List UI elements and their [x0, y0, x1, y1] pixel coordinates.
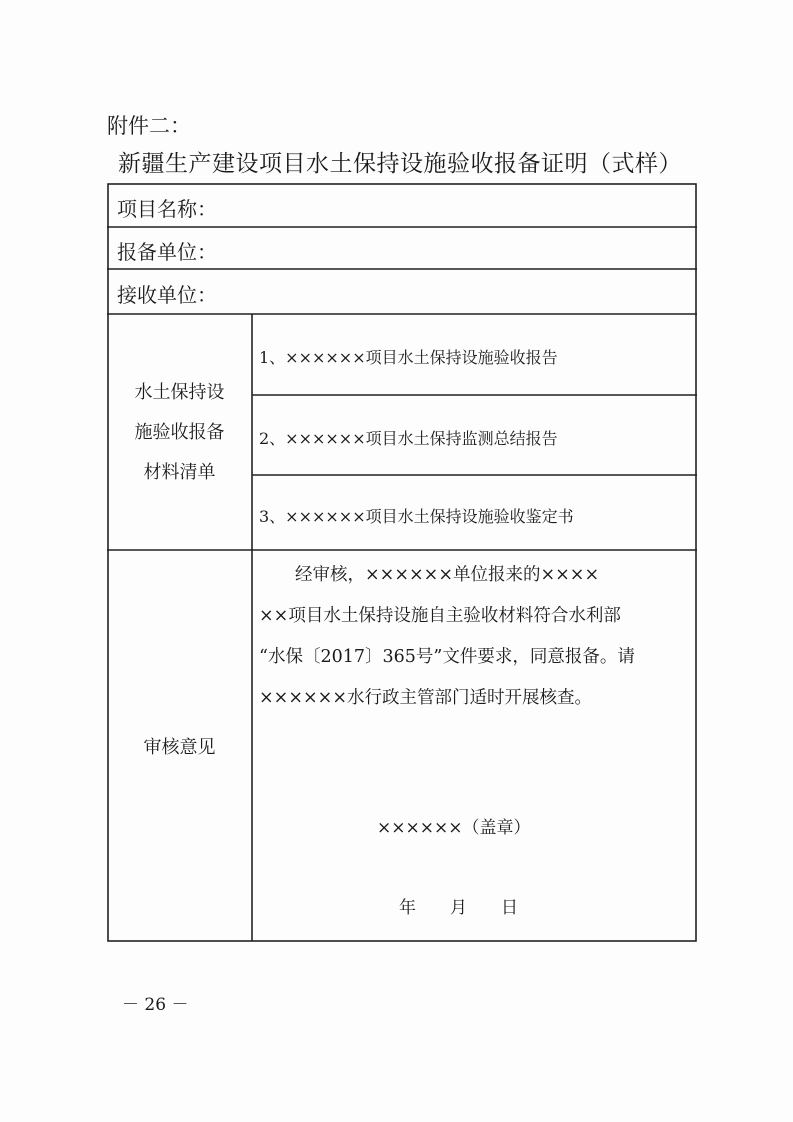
page-number: － 26 －: [122, 995, 189, 1015]
material-item: 3、××××××项目水土保持设施验收鉴定书: [259, 507, 574, 526]
materials-label-line: 材料清单: [143, 462, 216, 483]
filing-unit-label: 报备单位：: [117, 240, 217, 264]
materials-list-label: [107, 373, 252, 493]
opinion-line: “水保〔2017〕365号”文件要求，同意报备。请: [259, 647, 635, 667]
opinion-line: ××××××水行政主管部门适时开展核查。: [259, 688, 592, 708]
seal-line: ××××××（盖章）: [377, 818, 531, 838]
review-opinion-text: [259, 555, 687, 719]
project-name-label: 项目名称：: [117, 197, 217, 221]
material-item: 1、××××××项目水土保持设施验收报告: [259, 348, 558, 367]
attachment-label: 附件二：: [107, 114, 191, 138]
filing-certificate-form: [107, 183, 697, 943]
date-line: 年 月 日: [399, 898, 518, 918]
materials-label-line: 施验收报备: [134, 422, 225, 443]
opinion-line: ××项目水土保持设施自主验收材料符合水利部: [259, 606, 621, 626]
receiving-unit-label: 接收单位：: [117, 283, 217, 307]
material-item: 2、××××××项目水土保持监测总结报告: [259, 429, 558, 448]
review-opinion-label: 审核意见: [143, 737, 216, 758]
opinion-line: 经审核，××××××单位报来的××××: [295, 565, 600, 585]
materials-label-line: 水土保持设: [134, 382, 225, 403]
document-title: 新疆生产建设项目水土保持设施验收报备证明（式样）: [118, 151, 682, 177]
